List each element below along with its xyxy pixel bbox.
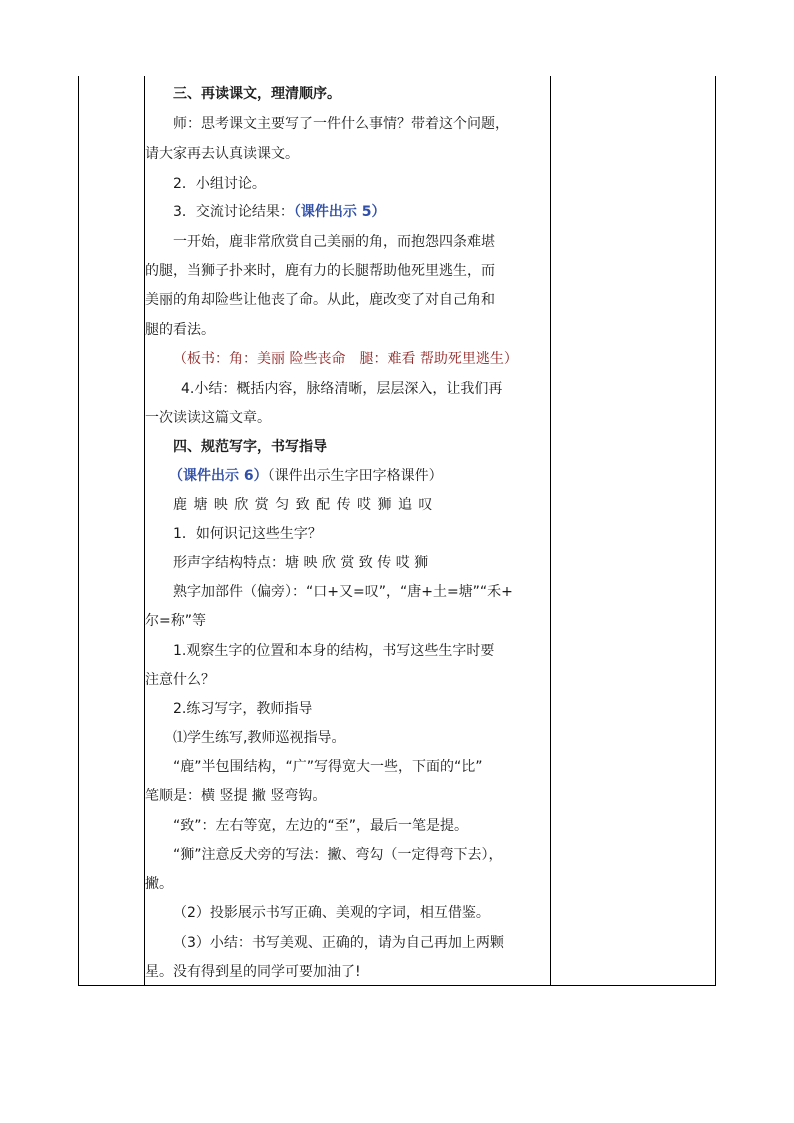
summary-line-3: 美丽的角却险些让他丧了命。从此，鹿改变了对自己角和 [145,292,495,308]
practice-step-3: （3）小结：书写美观、正确的，请为自己再加上两颗 [173,935,504,951]
section-heading-4: 四、规范写字，书写指导 [173,439,327,455]
radical-method: 熟字加部件（偏旁）：“口+又=叹”，“唐+土=塘”“禾+ [173,584,513,600]
courseware-line: （课件出示 6）（课件出示生字田字格课件） [169,468,443,484]
practice-step-1: ⑴学生练写,教师巡视指导。 [173,730,346,746]
summary-line-2: 的腿，当狮子扑来时，鹿有力的长腿帮助他死里逃生，而 [145,263,495,279]
observe: 1.观察生字的位置和本身的结构，书写这些生字时要 [173,643,495,659]
question-1: 1．如何识记这些生字？ [173,526,322,542]
practice-writing: 2.练习写字，教师指导 [173,701,313,717]
shi-guide: “狮”注意反犬旁的写法：撇、弯勾（一定得弯下去）， [173,847,503,863]
radical-method-cont: 尔=称”等 [145,613,206,629]
courseware-ref-6: （课件出示 6） [169,468,268,484]
practice-step-3-cont: 星。没有得到星的同学可要加油了! [145,964,361,980]
board-note: （板书：角：美丽 险些丧命 腿：难看 帮助死里逃生） [173,351,518,367]
practice-step-2: （2）投影展示书写正确、美观的字词，相互借鉴。 [173,905,490,921]
zhi-guide: “致”：左右等宽，左边的“至”，最后一笔是提。 [173,818,469,834]
observe-cont: 注意什么？ [145,672,215,688]
table-border-right [715,76,716,986]
shi-guide-cont: 撇。 [145,876,173,892]
lu-guide: “鹿”半包围结构，“广”写得宽大一些，下面的“比” [173,759,483,775]
table-border-bottom [78,985,716,986]
item-4: 4.小结：概括内容，脉络清晰，层层深入，让我们再 [181,381,503,397]
table-border-left [78,76,79,986]
item-2: 2．小组讨论。 [173,176,266,192]
section-heading-3: 三、再读课文，理清顺序。 [173,86,341,102]
courseware-ref-5: （课件出示 5） [293,204,386,220]
teacher-question: 师：思考课文主要写了一件什么事情？带着这个问题， [173,116,509,132]
teacher-question-cont: 请大家再去认真读课文。 [145,146,299,162]
phonetic-structure: 形声字结构特点：塘 映 欣 赏 致 传 哎 狮 [173,555,429,571]
item-4-cont: 一次读读这篇文章。 [145,410,271,426]
summary-line-4: 腿的看法。 [145,322,215,338]
new-characters: 鹿 塘 映 欣 赏 匀 致 配 传 哎 狮 追 叹 [173,497,434,513]
summary-line-1: 一开始，鹿非常欣赏自己美丽的角，而抱怨四条难堪 [173,234,495,250]
item-3: 3．交流讨论结果：（课件出示 5） [173,204,386,220]
lu-guide-cont: 笔顺是：横 竖提 撇 竖弯钩。 [145,788,327,804]
